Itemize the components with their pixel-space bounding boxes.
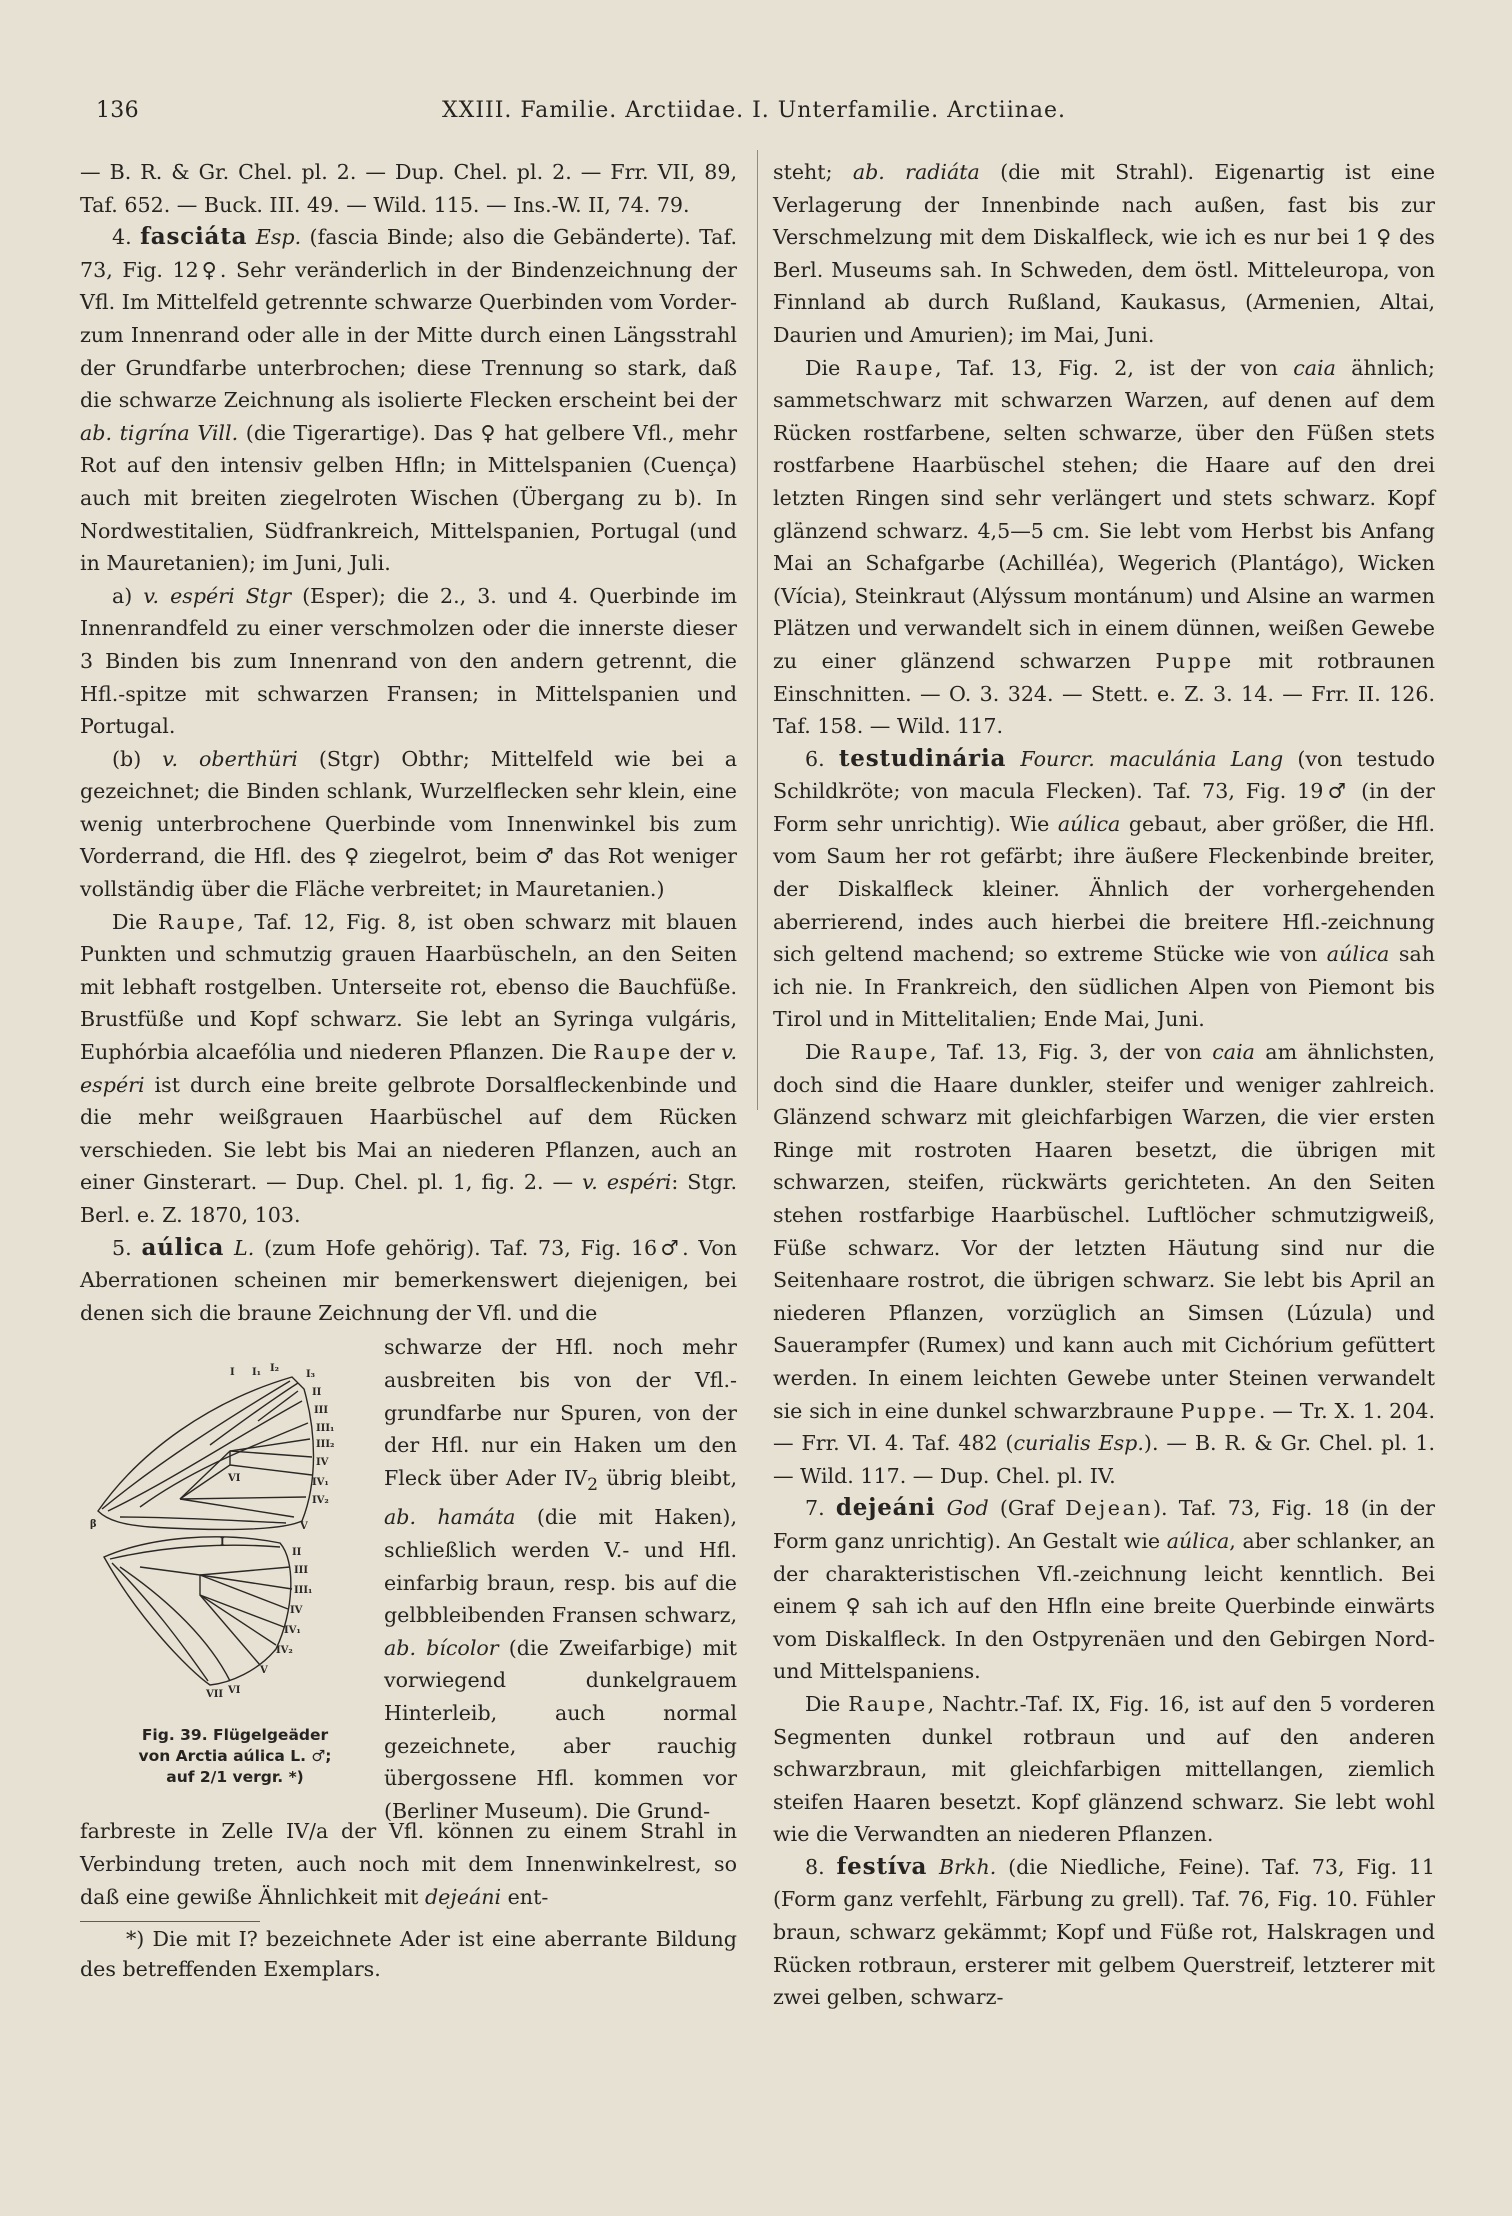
larva-paragraph: Die Raupe, Taf. 13, Fig. 3, der von caia am ähnlichsten, doch sind die Haare dunkler, steifer und weniger zahlreich. Glänzend schwarz mit gleichfarbigen Warzen, die vier ersten Ringe mit rostroten Haaren besetzt, die übrigen mit schwarzen, steifen, rückwärts gerichteten. An den Seiten stehen rostfarbige Haarbüschel. Luftlöcher schmutzigweiß, Füße schwarz. Vor der letzten Häutung sind nur die Seitenhaare rostrot, die übrigen schwarz. Sie lebt bis April an niederen Pflanzen, vorzüglich an Simsen (Lúzula) und Sauerampfer (Rumex) und kann auch mit Cichórium gefüttert werden. In einem leichten Gewebe unter Steinen verwandelt sie sich in eine dunkel schwarzbraune Puppe. — Tr. X. 1. 204. — Frr. VI. 4. Taf. 482 (curialis Esp.). — B. R. & Gr. Chel. pl. 1. — Wild. 117. — Dup. Chel. pl. IV. (773, 1040, 1436, 1488)
vein-label: VI (228, 1685, 241, 1697)
hindwing-outline (104, 1537, 291, 1685)
species-entry-festiva: 8. festíva Brkh. (die Niedliche, Feine). Taf. 73, Fig. 11 (Form ganz verfehlt, Färbung zu grell). Taf. 76, Fig. 10. Fühler braun, schwarz gekämmt; Kopf und Füße rot, Halskragen und Rücken rotbraun, ersterer mit gelbem Querstreif, letzterer mit zwei gelben, schwarz- (773, 1852, 1435, 2010)
paragraph: — B. R. & Gr. Chel. pl. 2. — Dup. Chel. pl. 2. — Frr. VII, 89, Taf. 652. — Buck. III. 49. — Wild. 115. — Ins.-W. II, 74. 79. (80, 160, 737, 217)
beta-label: β (90, 1519, 97, 1531)
vein-label: III₁ (316, 1423, 335, 1435)
variety-oberthuri: (b) v. oberthüri (Stgr) Obthr; Mittelfeld wie bei a gezeichnet; die Binden schlank, Wurzelflecken sehr klein, eine wenig unterbrochene Querbinde vom Innenwinkel bis zum Vorderrand, die Hfl. des ♀ ziegelrot, beim ♂ das Rot weniger vollständig über die Fläche verbreitet; in Mauretanien.) (80, 746, 738, 902)
vein-label: V (300, 1521, 308, 1533)
vein-label: III (314, 1405, 329, 1417)
species-entry-aulica: 5. aúlica L. (zum Hofe gehörig). Taf. 73, Fig. 16♂. Von Aberrationen scheinen mir bemerkenswert diejenigen, bei denen sich die braune Zeichnung der Vfl. und die (80, 1233, 738, 1325)
species-name: festíva (836, 1852, 928, 1880)
left-column (80, 156, 737, 1984)
species-name: aúlica (141, 1233, 225, 1261)
vein-label: III₂ (316, 1439, 335, 1451)
figure-wrap-text: schwarze der Hfl. noch mehr ausbreiten bis von der Vfl.-grundfarbe nur Spuren, von der der Hfl. nur ein Haken um den Fleck über Ader $IV_2$ übrig bleibt, ab. hamáta (die mit Haken), schließlich werden V.- und Hfl. einfarbig braun, resp. bis auf die gelbbleibenden Fransen schwarz, ab. bícolor (die Zweifarbige) mit vorwiegend dunkelgrauem Hinterleib, auch normal gezeichnete, aber rauchig übergossene Hfl. kommen vor (Berliner Museum). Die Grund- (384, 1335, 738, 1823)
vein-label: II (292, 1547, 302, 1559)
vein-label: VI (228, 1473, 241, 1485)
running-title: XXIII. Familie. Arctiidae. I. Unterfamilie. Arctiinae. (442, 98, 1067, 123)
right-column (773, 156, 1435, 2014)
vein-label: I₁ (252, 1367, 262, 1379)
species-entry-fasciata: 4. fasciáta Esp. (fascia Binde; also die Gebänderte). Taf. 73, Fig. 12♀. Sehr veränderlich in der Bindenzeichnung der Vfl. Im Mittelfeld getrennte schwarze Querbinden vom Vorder- zum Innenrand oder alle in der Mitte durch einen Längsstrahl der Grundfarbe unterbrochen; diese Trennung so stark, daß die schwarze Zeichnung als isolierte Flecken erscheint bei der ab. tigrína Vill. (die Tigerartige). Das ♀ hat gelbere Vfl., mehr Rot auf den intensiv gelben Hfln; in Mittelspanien (Cuença) auch mit breiten ziegelroten Wischen (Übergang zu b). In Nordwestitalien, Südfrankreich, Mittelspanien, Portugal (und in Mauretanien); im Juni, Juli. (80, 223, 738, 576)
paragraph: farbreste in Zelle IV/a der Vfl. können zu einem Strahl in Verbindung treten, auch noch mit dem Innenwinkelrest, so daß eine gewiße Ähnlichkeit mit dejeáni ent- (80, 1819, 737, 1909)
larva-paragraph: Die Raupe, Taf. 13, Fig. 2, ist der von caia ähnlich; sammetschwarz mit schwarzen Warzen, auf denen auf dem Rücken rostfarbene, selten schwarze, über den Füßen stets rostfarbene Haarbüschel stehen; die Haare auf den drei letzten Ringen sind sehr verlängert und stets schwarz. Kopf glänzend schwarz. 4,5—5 cm. Sie lebt vom Herbst bis Anfang Mai an Schafgarbe (Achilléa), Wegerich (Plantágo), Wicken (Vícia), Steinkraut (Alýssum montánum) und Alsine an warmen Plätzen und verwandelt sich in einem dünnen, weißen Gewebe zu einer glänzend schwarzen Puppe mit rotbraunen Einschnitten. — O. 3. 324. — Stett. e. Z. 3. 14. — Frr. II. 126. Taf. 158. — Wild. 117. (773, 355, 1436, 739)
vein-label: IV₁ (284, 1625, 301, 1637)
vein-label: IV (290, 1605, 303, 1617)
vein-label: IV₁ (312, 1477, 329, 1489)
vein-label: III₁ (294, 1585, 313, 1597)
larva-paragraph: Die Raupe, Nachtr.-Taf. IX, Fig. 16, ist auf den 5 vorderen Segmenten dunkel rotbraun und auf den anderen schwarzbraun, mit gleichfarbigen mittellangen, ziemlich steifen Haaren besetzt. Kopf glänzend schwarz. Sie lebt wohl wie die Verwandten an niederen Pflanzen. (773, 1691, 1435, 1847)
wing-venation-drawing (80, 1331, 380, 1721)
column-rule (757, 150, 758, 1110)
larva-paragraph: Die Raupe, Taf. 12, Fig. 8, ist oben schwarz mit blauen Punkten und schmutzig grauen Haarbüscheln, an den Seiten mit lebhaft rostgelben. Unterseite rot, ebenso die Bauchfüße. Brustfüße und Kopf schwarz. Sie lebt an Syringa vulgáris, Euphórbia alcaefólia und niederen Pflanzen. Die Raupe der v. espéri ist durch eine breite gelbrote Dorsalfleckenbinde und die mehr weißgrauen Haarbüschel auf dem Rücken verschieden. Sie lebt bis Mai an niederen Pflanzen, auch an einer Ginsterart. — Dup. Chel. pl. 1, fig. 2. — v. espéri: Stgr. Berl. e. Z. 1870, 103. (80, 909, 738, 1227)
forewing-outline (98, 1377, 314, 1529)
species-entry-testudinaria: 6. testudinária Fourcr. maculánia Lang (von testudo Schildkröte; von macula Flecken). Taf. 73, Fig. 19♂ (in der Form sehr unrichtig). Wie aúlica gebaut, aber größer, die Hfl. vom Saum her rot gefärbt; ihre äußere Fleckenbinde breiter, der Diskalfleck kleiner. Ähnlich der vorhergehenden aberrierend, indes auch hierbei die breitere Hfl.-zeichnung sich geltend machend; so extreme Stücke wie von aúlica sah ich nie. In Frankreich, den südlichen Alpen von Piemont bis Tirol und in Mittelitalien; Ende Mai, Juni. (773, 744, 1436, 1032)
vein-label: IV₂ (276, 1645, 293, 1657)
vein-label: I (230, 1367, 235, 1379)
vein-label: III (294, 1565, 309, 1577)
figure-caption: Fig. 39. Flügelgeäder von Arctia aúlica L. ♂; auf 2/1 vergr. *) (138, 1726, 332, 1787)
species-name: testudinária (838, 744, 1007, 772)
vein-label: II (312, 1387, 322, 1399)
wing-venation-figure (80, 1331, 380, 1815)
species-entry-dejeani: 7. dejeáni God (Graf Dejean). Taf. 73, Fig. 18 (in der Form ganz unrichtig). An Gestalt wie aúlica, aber schlanker, an der charakteristischen Vfl.-zeichnung leicht kenntlich. Bei einem ♀ sah ich auf den Hfln eine breite Querbinde einwärts vom Diskalfleck. In den Ostpyrenäen und den Gebirgen Nord- und Mittelspaniens. (773, 1494, 1436, 1684)
vein-label: V (260, 1665, 268, 1677)
figure-block (80, 1331, 738, 1823)
footnote-rule (80, 1921, 260, 1922)
vein-label: I (220, 1537, 225, 1549)
page-number: 136 (96, 98, 139, 123)
vein-label: I₂ (270, 1363, 280, 1375)
species-name: dejeáni (835, 1494, 936, 1522)
vein-label: I₃ (306, 1369, 316, 1381)
footnote: *) Die mit I? bezeichnete Ader ist eine aberrante Bildung des betreffenden Exemplars. (80, 1927, 737, 1982)
vein-label: IV (316, 1457, 329, 1469)
paragraph: steht; ab. radiáta (die mit Strahl). Eigenartig ist eine Verlagerung der Innenbinde nach außen, fast bis zur Verschmelzung mit dem Diskalfleck, wie ich es nur bei 1 ♀ des Berl. Museums sah. In Schweden, dem östl. Mitteleuropa, von Finnland ab durch Rußland, Kaukasus, (Armenien, Altai, Daurien und Amurien); im Mai, Juni. (773, 160, 1436, 347)
species-name: fasciáta (140, 223, 248, 251)
variety-esperi: a) v. espéri Stgr (Esper); die 2., 3. und 4. Querbinde im Innenrandfeld zu einer verschmolzen oder die innerste dieser 3 Binden bis zum Innenrand von den andern getrennt, die Hfl.-spitze mit schwarzen Fransen; in Mittelspanien und Portugal. (80, 583, 738, 739)
vein-label: IV₂ (312, 1495, 329, 1507)
vein-label: VII (206, 1689, 224, 1701)
